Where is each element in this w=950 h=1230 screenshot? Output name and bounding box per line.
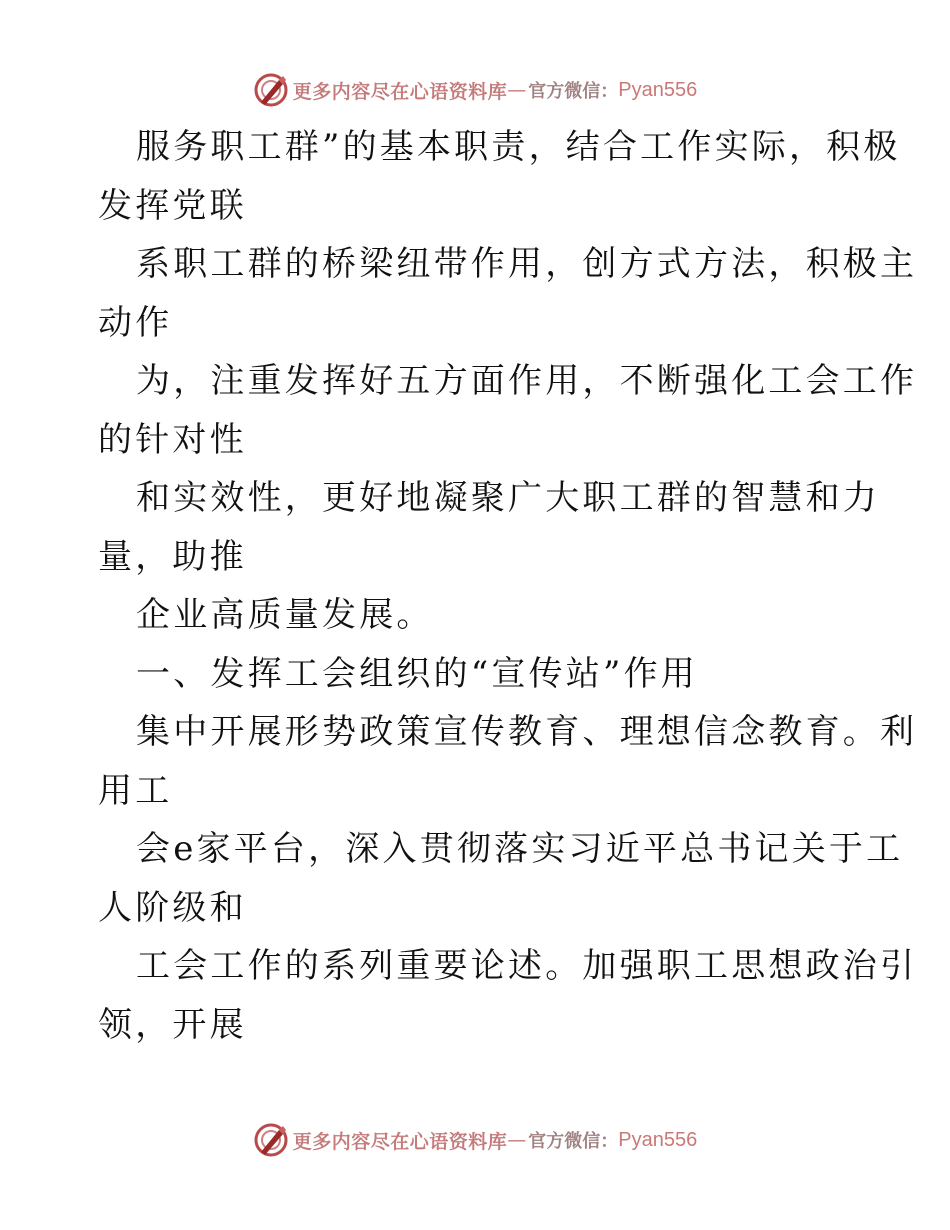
pen-logo-icon xyxy=(253,72,289,108)
watermark-wechat-id: Pyan556 xyxy=(618,78,698,101)
text-line: 用工 xyxy=(98,770,173,811)
text-line: 领，开展 xyxy=(98,1004,247,1045)
text-line: 的针对性 xyxy=(98,419,247,460)
text-line: 为，注重发挥好五方面作用，不断强化工会工作 xyxy=(136,361,918,401)
watermark-text: 更多内容尽在心语资料库 xyxy=(292,1130,508,1153)
text-line: 动作 xyxy=(98,302,173,343)
text-line: 人阶级和 xyxy=(98,887,247,928)
watermark-wechat-label: 官方微信： xyxy=(528,1131,619,1152)
text-line: 集中开展形势政策宣传教育、理想信念教育。利 xyxy=(136,712,918,752)
document-body xyxy=(98,118,918,1054)
footer-watermark xyxy=(0,1120,950,1160)
text-line: 量，助推 xyxy=(98,536,247,577)
text-line: 和实效性，更好地凝聚广大职工群的智慧和力 xyxy=(136,478,880,518)
text-line: 服务职工群”的基本职责，结合工作实际，积极 xyxy=(136,127,901,167)
watermark-dash: — xyxy=(507,1129,527,1151)
watermark-text: 更多内容尽在心语资料库 xyxy=(292,80,508,103)
watermark-dash: — xyxy=(507,79,527,101)
text-line: 一、发挥工会组织的“宣传站”作用 xyxy=(136,653,698,694)
watermark-wechat-id: Pyan556 xyxy=(618,1128,698,1151)
text-line: 企业高质量发展。 xyxy=(136,595,434,635)
pen-logo-icon xyxy=(253,1122,289,1158)
text-line: 会e家平台，深入贯彻落实习近平总书记关于工 xyxy=(136,829,904,869)
text-line: 系职工群的桥梁纽带作用，创方式方法，积极主 xyxy=(136,244,918,284)
text-line: 工会工作的系列重要论述。加强职工思想政治引 xyxy=(136,946,918,986)
watermark-wechat-label: 官方微信： xyxy=(528,81,619,102)
text-line: 发挥党联 xyxy=(98,185,247,226)
header-watermark xyxy=(0,70,950,110)
